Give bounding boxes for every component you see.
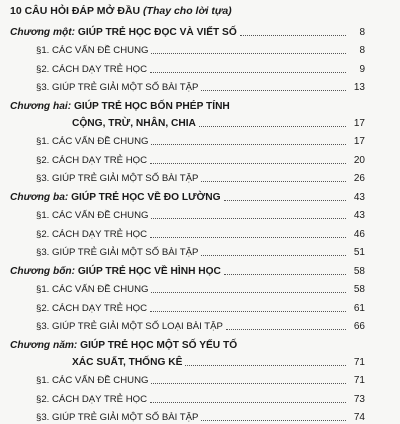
chapter-lead: Chương năm: [10,340,77,352]
dot-leader [224,274,346,275]
page-number: 20 [349,155,365,167]
chapter-title-line2: XÁC SUẤT, THỐNG KÊ [72,357,182,369]
page-number: 46 [349,229,365,241]
toc-entry[interactable] [10,315,365,334]
chapter-title: GIÚP TRẺ HỌC MỘT SỐ YẾU TỐ [80,340,237,352]
chapter-lead: Chương ba: [10,192,68,204]
entry-label: §1. CÁC VẤN ĐỀ CHUNG [36,210,148,222]
chapter-title: GIÚP TRẺ HỌC BỐN PHÉP TÍNH [74,101,230,113]
toc-chapter-5-cont[interactable] [10,352,365,369]
toc-entry[interactable] [10,387,365,406]
page-number: 58 [349,284,365,296]
page-number: 26 [349,173,365,185]
entry-label: §1. CÁC VẤN ĐỀ CHUNG [36,45,148,57]
toc-entry[interactable] [10,130,365,149]
page-number: 71 [349,357,365,369]
entry-label: §3. GIÚP TRẺ GIẢI MỘT SỐ BÀI TẬP [36,82,198,94]
toc-title-text: 10 CÂU HỎI ĐÁP MỞ ĐẦU [10,5,140,17]
page-number: 17 [349,136,365,148]
page-number: 8 [349,27,365,39]
toc-entry[interactable] [10,406,365,424]
entry-label: §2. CÁCH DẠY TRẺ HỌC [36,394,147,406]
entry-label: §3. GIÚP TRẺ GIẢI MỘT SỐ BÀI TẬP [36,173,198,185]
toc-chapter-4[interactable] [10,259,365,278]
toc-entry[interactable] [10,204,365,223]
entry-label: §2. CÁCH DẠY TRẺ HỌC [36,303,147,315]
entry-label: §2. CÁCH DẠY TRẺ HỌC [36,155,147,167]
page-number: 43 [349,210,365,222]
toc-title [10,5,365,18]
entry-label: §1. CÁC VẤN ĐỀ CHUNG [36,136,148,148]
entry-label: §3. GIÚP TRẺ GIẢI MỘT SỐ LOẠI BÀI TẬP [36,321,223,333]
toc-chapter-5[interactable] [10,333,365,352]
toc-entry[interactable] [10,278,365,297]
dot-leader [240,35,346,36]
chapter-title: GIÚP TRẺ HỌC ĐỌC VÀ VIẾT SỐ [78,27,237,39]
toc-entry[interactable] [10,148,365,167]
entry-label: §3. GIÚP TRẺ GIẢI MỘT SỐ BÀI TẬP [36,247,198,259]
toc-chapter-1[interactable] [10,20,365,39]
toc-entry[interactable] [10,39,365,58]
page-number: 73 [349,394,365,406]
dot-leader [226,329,346,330]
chapter-title-line2: CỘNG, TRỪ, NHÂN, CHIA [72,118,196,130]
page-number: 58 [349,266,365,278]
dot-leader [151,53,346,54]
dot-leader [151,218,346,219]
toc-entry[interactable] [10,241,365,260]
page-number: 9 [349,64,365,76]
dot-leader [201,255,346,256]
entry-label: §2. CÁCH DẠY TRẺ HỌC [36,229,147,241]
toc-entry[interactable] [10,167,365,186]
toc-entry[interactable] [10,296,365,315]
dot-leader [185,365,346,366]
chapter-title: GIÚP TRẺ HỌC VỀ HÌNH HỌC [78,266,221,278]
page-number: 51 [349,247,365,259]
toc-chapter-2-cont[interactable] [10,113,365,130]
entry-label: §3. GIÚP TRẺ GIẢI MỘT SỐ BÀI TẬP [36,412,198,424]
entry-label: §1. CÁC VẤN ĐỀ CHUNG [36,375,148,387]
dot-leader [199,126,346,127]
chapter-lead: Chương hai: [10,101,71,113]
chapter-lead: Chương một: [10,27,75,39]
dot-leader [224,200,347,201]
page-number: 71 [349,375,365,387]
dot-leader [150,402,346,403]
toc-subtitle: (Thay cho lời tựa) [143,5,232,17]
page-number: 8 [349,45,365,57]
toc-chapter-2[interactable] [10,94,365,113]
entry-label: §2. CÁCH DẠY TRẺ HỌC [36,64,147,76]
dot-leader [150,237,346,238]
page-number: 74 [349,412,365,424]
dot-leader [201,181,346,182]
chapter-title: GIÚP TRẺ HỌC VỀ ĐO LƯỜNG [71,192,220,204]
toc-entry[interactable] [10,76,365,95]
toc-entry[interactable] [10,369,365,388]
dot-leader [151,383,346,384]
page-number: 17 [349,118,365,130]
toc-chapter-3[interactable] [10,185,365,204]
page-number: 13 [349,82,365,94]
dot-leader [151,292,346,293]
dot-leader [151,144,346,145]
page-number: 43 [349,192,365,204]
page-number: 66 [349,321,365,333]
page-number: 61 [349,303,365,315]
dot-leader [201,90,346,91]
dot-leader [150,72,346,73]
toc-entry[interactable] [10,57,365,76]
toc-entry[interactable] [10,222,365,241]
dot-leader [150,311,346,312]
entry-label: §1. CÁC VẤN ĐỀ CHUNG [36,284,148,296]
chapter-lead: Chương bốn: [10,266,75,278]
dot-leader [201,420,346,421]
dot-leader [150,163,346,164]
